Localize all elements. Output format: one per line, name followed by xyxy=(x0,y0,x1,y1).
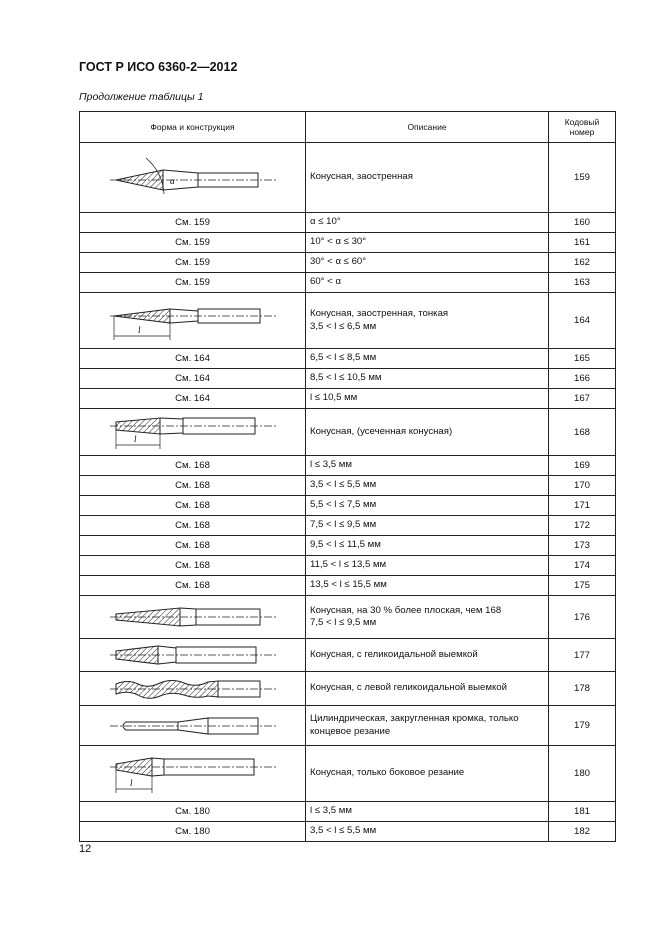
document-title: ГОСТ Р ИСО 6360-2—2012 xyxy=(79,60,238,74)
table-row xyxy=(80,496,616,516)
code-cell: 170 xyxy=(549,476,616,496)
description-cell: l ≤ 3,5 мм xyxy=(306,456,549,476)
description-cell: 60° < α xyxy=(306,273,549,293)
form-ref-cell: См. 168 xyxy=(80,456,306,476)
table-row xyxy=(80,639,616,672)
col-header-code: Кодовый номер xyxy=(549,112,616,143)
description-cell: Конусная, с левой геликоидальной выемкой xyxy=(306,672,549,706)
table-row xyxy=(80,369,616,389)
code-cell: 176 xyxy=(549,596,616,639)
form-ref-cell: См. 159 xyxy=(80,233,306,253)
table-row xyxy=(80,213,616,233)
form-ref-cell: См. 159 xyxy=(80,273,306,293)
description-cell: α ≤ 10° xyxy=(306,213,549,233)
code-cell: 164 xyxy=(549,293,616,349)
table-row xyxy=(80,536,616,556)
table-row xyxy=(80,389,616,409)
table-row xyxy=(80,456,616,476)
form-ref-cell: См. 168 xyxy=(80,556,306,576)
length-label: l xyxy=(137,324,141,335)
form-drawing-cell xyxy=(80,639,306,672)
form-ref-cell: См. 159 xyxy=(80,213,306,233)
form-drawing-cell xyxy=(80,672,306,706)
description-cell: Конусная, с геликоидальной выемкой xyxy=(306,639,549,672)
code-cell: 178 xyxy=(549,672,616,706)
code-cell: 159 xyxy=(549,143,616,213)
description-cell: Конусная, на 30 % более плоская, чем 168 7,5 < l ≤ 9,5 мм xyxy=(306,596,549,639)
left-helical-groove-cone-tool-drawing xyxy=(108,675,278,703)
rounded-cylinder-tool-drawing xyxy=(108,710,278,742)
form-ref-cell: См. 168 xyxy=(80,516,306,536)
form-drawing-cell xyxy=(80,706,306,746)
description-cell: 3,5 < l ≤ 5,5 мм xyxy=(306,476,549,496)
code-cell: 177 xyxy=(549,639,616,672)
thin-pointed-cone-tool-drawing xyxy=(108,298,278,344)
table-row xyxy=(80,143,616,213)
description-cell: l ≤ 3,5 мм xyxy=(306,802,549,822)
table-row xyxy=(80,516,616,536)
code-cell: 182 xyxy=(549,822,616,842)
description-cell: Конусная, только боковое резание xyxy=(306,746,549,802)
code-cell: 160 xyxy=(549,213,616,233)
length-label: l xyxy=(129,777,133,788)
flat-cone-tool-drawing xyxy=(108,600,278,634)
table-row xyxy=(80,556,616,576)
description-cell: Цилиндрическая, закругленная кромка, только концевое резание xyxy=(306,706,549,746)
table-caption: Продолжение таблицы 1 xyxy=(79,91,204,103)
helical-groove-cone-tool-drawing xyxy=(108,641,278,669)
form-drawing-cell xyxy=(80,746,306,802)
form-ref-cell: См. 168 xyxy=(80,536,306,556)
description-cell: 30° < α ≤ 60° xyxy=(306,253,549,273)
description-cell: l ≤ 10,5 мм xyxy=(306,389,549,409)
code-cell: 173 xyxy=(549,536,616,556)
form-ref-cell: См. 164 xyxy=(80,389,306,409)
description-cell: Конусная, (усеченная конусная) xyxy=(306,409,549,456)
form-ref-cell: См. 180 xyxy=(80,822,306,842)
code-cell: 162 xyxy=(549,253,616,273)
table-row xyxy=(80,576,616,596)
col-header-description: Описание xyxy=(306,112,549,143)
form-drawing-cell xyxy=(80,143,306,213)
table-row xyxy=(80,746,616,802)
code-cell: 171 xyxy=(549,496,616,516)
pointed-cone-tool-drawing xyxy=(108,150,278,206)
description-cell: 8,5 < l ≤ 10,5 мм xyxy=(306,369,549,389)
side-cutting-cone-tool-drawing xyxy=(108,751,278,797)
table-row xyxy=(80,293,616,349)
description-cell: 11,5 < l ≤ 13,5 мм xyxy=(306,556,549,576)
code-cell: 163 xyxy=(549,273,616,293)
table-row xyxy=(80,672,616,706)
length-label: l xyxy=(133,434,137,444)
form-ref-cell: См. 180 xyxy=(80,802,306,822)
form-drawing-cell xyxy=(80,409,306,456)
form-ref-cell: См. 168 xyxy=(80,476,306,496)
table-row xyxy=(80,802,616,822)
table-row xyxy=(80,409,616,456)
description-cell: 9,5 < l ≤ 11,5 мм xyxy=(306,536,549,556)
code-cell: 165 xyxy=(549,349,616,369)
form-ref-cell: См. 168 xyxy=(80,576,306,596)
table-row xyxy=(80,476,616,496)
description-cell: Конусная, заостренная, тонкая 3,5 < l ≤ 6,5 мм xyxy=(306,293,549,349)
form-ref-cell: См. 159 xyxy=(80,253,306,273)
table-row xyxy=(80,273,616,293)
page-number: 12 xyxy=(79,843,92,855)
table-row xyxy=(80,822,616,842)
code-cell: 174 xyxy=(549,556,616,576)
code-cell: 169 xyxy=(549,456,616,476)
description-cell: 10° < α ≤ 30° xyxy=(306,233,549,253)
description-cell: 13,5 < l ≤ 15,5 мм xyxy=(306,576,549,596)
alpha-label: α xyxy=(169,175,175,186)
form-ref-cell: См. 164 xyxy=(80,349,306,369)
code-cell: 161 xyxy=(549,233,616,253)
form-drawing-cell xyxy=(80,596,306,639)
form-ref-cell: См. 164 xyxy=(80,369,306,389)
code-cell: 167 xyxy=(549,389,616,409)
code-cell: 181 xyxy=(549,802,616,822)
code-cell: 175 xyxy=(549,576,616,596)
table-row xyxy=(80,349,616,369)
table-row xyxy=(80,253,616,273)
code-cell: 179 xyxy=(549,706,616,746)
truncated-cone-tool-drawing xyxy=(108,411,278,453)
description-cell: 5,5 < l ≤ 7,5 мм xyxy=(306,496,549,516)
header-row xyxy=(80,112,616,143)
code-cell: 168 xyxy=(549,409,616,456)
table-row xyxy=(80,596,616,639)
code-cell: 180 xyxy=(549,746,616,802)
description-cell: 6,5 < l ≤ 8,5 мм xyxy=(306,349,549,369)
form-drawing-cell xyxy=(80,293,306,349)
col-header-form: Форма и конструкция xyxy=(80,112,306,143)
description-cell: 3,5 < l ≤ 5,5 мм xyxy=(306,822,549,842)
form-ref-cell: См. 168 xyxy=(80,496,306,516)
code-cell: 166 xyxy=(549,369,616,389)
tool-shapes-table xyxy=(79,111,616,842)
table-row xyxy=(80,706,616,746)
description-cell: Конусная, заостренная xyxy=(306,143,549,213)
table-row xyxy=(80,233,616,253)
code-cell: 172 xyxy=(549,516,616,536)
description-cell: 7,5 < l ≤ 9,5 мм xyxy=(306,516,549,536)
